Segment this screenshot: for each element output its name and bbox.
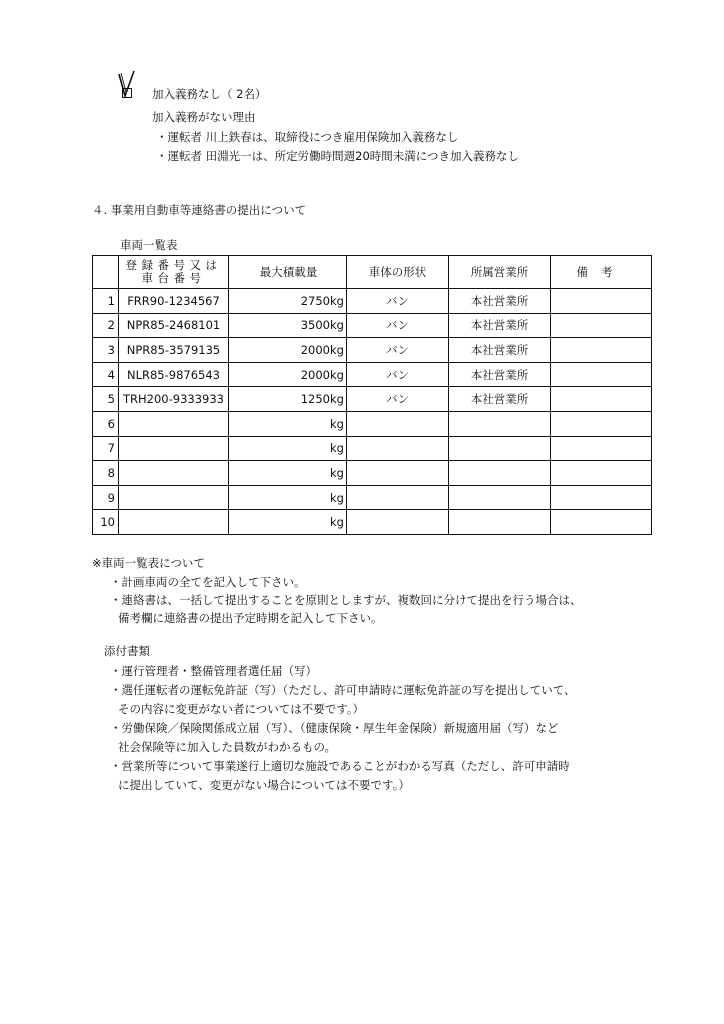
cell-body-type: バン bbox=[346, 289, 448, 314]
cell-max-load bbox=[228, 362, 346, 387]
cell-office: 本社営業所 bbox=[448, 289, 550, 314]
cell-remarks bbox=[550, 338, 651, 363]
table-row bbox=[93, 436, 652, 461]
cell-no: 2 bbox=[93, 313, 119, 338]
cell-registration-number bbox=[119, 485, 229, 510]
cell-remarks bbox=[550, 362, 651, 387]
cell-office bbox=[448, 510, 550, 535]
cell-no: 8 bbox=[93, 461, 119, 486]
cell-no: 7 bbox=[93, 436, 119, 461]
load-unit: kg bbox=[330, 515, 344, 530]
cell-registration-number: NLR85-9876543 bbox=[119, 362, 229, 387]
cell-body-type bbox=[346, 485, 448, 510]
cell-body-type bbox=[346, 411, 448, 436]
table-row bbox=[93, 289, 652, 314]
cell-remarks bbox=[550, 289, 651, 314]
cell-office bbox=[448, 411, 550, 436]
cell-office: 本社営業所 bbox=[448, 338, 550, 363]
load-value: 2000 bbox=[300, 367, 331, 382]
cell-registration-number bbox=[119, 461, 229, 486]
load-unit: kg bbox=[330, 465, 344, 480]
insurance-checkbox[interactable] bbox=[122, 88, 132, 98]
load-value: 1250 bbox=[300, 392, 331, 407]
header-max-load: 最大積載量 bbox=[228, 256, 346, 289]
cell-remarks bbox=[550, 313, 651, 338]
attachment-item: ・選任運転者の運転免許証（写）（ただし、許可申請時に運転免許証の写を提出していて、 bbox=[110, 683, 576, 697]
table-row bbox=[93, 338, 652, 363]
cell-no: 6 bbox=[93, 411, 119, 436]
cell-no: 1 bbox=[93, 289, 119, 314]
table-header-row bbox=[93, 256, 652, 289]
load-value: 3500 bbox=[300, 318, 331, 333]
cell-max-load bbox=[228, 411, 346, 436]
cell-body-type: バン bbox=[346, 362, 448, 387]
attachment-item: に提出していて、変更がない場合については不要です。） bbox=[118, 778, 410, 792]
table-row bbox=[93, 510, 652, 535]
cell-max-load bbox=[228, 510, 346, 535]
cell-max-load bbox=[228, 436, 346, 461]
cell-body-type bbox=[346, 510, 448, 535]
cell-registration-number: TRH200-9333933 bbox=[119, 387, 229, 412]
cell-body-type: バン bbox=[346, 313, 448, 338]
table-title: 車両一覧表 bbox=[120, 238, 178, 252]
cell-no: 3 bbox=[93, 338, 119, 363]
header-registration bbox=[119, 256, 229, 289]
header-no bbox=[93, 256, 119, 289]
cell-remarks bbox=[550, 411, 651, 436]
table-row bbox=[93, 461, 652, 486]
load-unit: kg bbox=[330, 441, 344, 456]
table-row bbox=[93, 387, 652, 412]
cell-no: 9 bbox=[93, 485, 119, 510]
load-unit: kg bbox=[330, 367, 344, 382]
cell-max-load bbox=[228, 338, 346, 363]
cell-remarks bbox=[550, 436, 651, 461]
cell-max-load bbox=[228, 289, 346, 314]
reason-item: ・運転者 田淵光一は、所定労働時間週20時間未満につき加入義務なし bbox=[156, 149, 520, 163]
table-note-item: ・計画車両の全てを記入して下さい。 bbox=[110, 575, 306, 589]
attachments-heading: 添付書類 bbox=[104, 644, 150, 658]
cell-body-type: バン bbox=[346, 338, 448, 363]
cell-body-type: バン bbox=[346, 387, 448, 412]
cell-office: 本社営業所 bbox=[448, 362, 550, 387]
cell-office: 本社営業所 bbox=[448, 313, 550, 338]
cell-no: 10 bbox=[93, 510, 119, 535]
attachment-item: ・労働保険／保険関係成立届（写）、（健康保険・厚生年金保険）新規適用届（写）など bbox=[110, 721, 559, 735]
header-registration-line1: 登録番号又は bbox=[125, 258, 222, 272]
cell-registration-number: NPR85-2468101 bbox=[119, 313, 229, 338]
load-unit: kg bbox=[330, 318, 344, 333]
table-row bbox=[93, 411, 652, 436]
cell-max-load bbox=[228, 313, 346, 338]
load-value: 2000 bbox=[300, 342, 331, 357]
cell-remarks bbox=[550, 485, 651, 510]
header-office: 所属営業所 bbox=[448, 256, 550, 289]
cell-office bbox=[448, 436, 550, 461]
cell-remarks bbox=[550, 387, 651, 412]
cell-no: 5 bbox=[93, 387, 119, 412]
cell-registration-number bbox=[119, 411, 229, 436]
insurance-check-label: 加入義務なし（ 2名） bbox=[152, 87, 267, 101]
cell-body-type bbox=[346, 436, 448, 461]
cell-max-load bbox=[228, 387, 346, 412]
header-body-type: 車体の形状 bbox=[346, 256, 448, 289]
table-note-item: 備考欄に連絡書の提出予定時期を記入して下さい。 bbox=[118, 611, 383, 625]
attachment-item: ・営業所等について事業遂行上適切な施設であることがわかる写真（ただし、許可申請時 bbox=[110, 759, 570, 773]
cell-remarks bbox=[550, 510, 651, 535]
attachment-item: その内容に変更がない者については不要です。） bbox=[118, 702, 365, 716]
table-note-item: ・連絡書は、一括して提出することを原則としますが、複数回に分けて提出を行う場合は、 bbox=[110, 593, 582, 607]
cell-registration-number: FRR90-1234567 bbox=[119, 289, 229, 314]
table-row bbox=[93, 485, 652, 510]
load-unit: kg bbox=[330, 416, 344, 431]
cell-remarks bbox=[550, 461, 651, 486]
load-unit: kg bbox=[330, 342, 344, 357]
table-row bbox=[93, 362, 652, 387]
load-unit: kg bbox=[330, 490, 344, 505]
cell-office bbox=[448, 461, 550, 486]
vehicle-table bbox=[92, 255, 652, 535]
cell-max-load bbox=[228, 461, 346, 486]
cell-office bbox=[448, 485, 550, 510]
cell-no: 4 bbox=[93, 362, 119, 387]
load-unit: kg bbox=[330, 293, 344, 308]
header-remarks: 備考 bbox=[550, 256, 651, 289]
section-4-heading: ４. 事業用自動車等連絡書の提出について bbox=[92, 203, 307, 217]
cell-registration-number bbox=[119, 436, 229, 461]
load-unit: kg bbox=[330, 392, 344, 407]
table-notes-heading: ※車両一覧表について bbox=[92, 556, 205, 570]
cell-registration-number: NPR85-3579135 bbox=[119, 338, 229, 363]
header-registration-line2: 車台番号 bbox=[141, 271, 206, 285]
attachment-item: 社会保険等に加入した員数がわかるもの。 bbox=[118, 740, 337, 754]
reason-heading: 加入義務がない理由 bbox=[152, 110, 256, 124]
cell-body-type bbox=[346, 461, 448, 486]
cell-registration-number bbox=[119, 510, 229, 535]
load-value: 2750 bbox=[300, 293, 331, 308]
attachment-item: ・運行管理者・整備管理者選任届（写） bbox=[110, 664, 317, 678]
cell-max-load bbox=[228, 485, 346, 510]
table-row bbox=[93, 313, 652, 338]
cell-office: 本社営業所 bbox=[448, 387, 550, 412]
reason-item: ・運転者 川上鉄春は、取締役につき雇用保険加入義務なし bbox=[156, 130, 459, 144]
